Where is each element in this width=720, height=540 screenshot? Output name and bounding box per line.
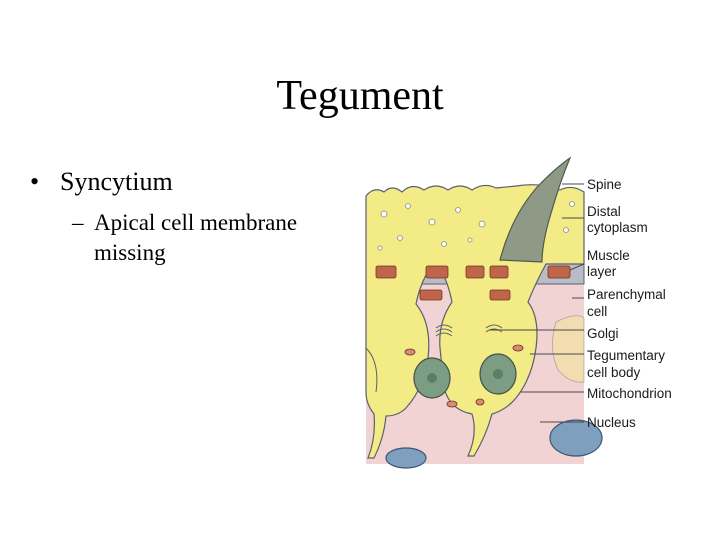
sub-bullet-text: Apical cell membrane missing [94,210,298,265]
diagram-labels [587,177,672,430]
label-distal-cytoplasm: Distal [587,204,621,219]
slide-title: Tegument [276,73,444,119]
bullet-text: Syncytium [60,167,173,196]
tegument-illustration [340,152,696,478]
bullet-marker: • [30,167,40,196]
bullet-list [30,166,350,268]
bullet-item [30,166,350,198]
label-distal-cytoplasm: cytoplasm [587,220,648,235]
tegument-diagram [340,152,696,478]
label-muscle-layer: layer [587,264,617,279]
label-parenchymal-cell: Parenchymal [587,287,666,302]
label-tegumentary-cell-body: Tegumentary [587,348,666,363]
nucleolus [427,373,437,383]
label-nucleus: Nucleus [587,415,636,430]
label-tegumentary-cell-body: cell body [587,365,641,380]
label-golgi: Golgi [587,326,619,341]
parenchymal-nucleus [386,448,426,468]
sub-bullet-marker: – [72,210,84,235]
label-mitochondrion: Mitochondrion [587,386,672,401]
nucleolus [493,369,503,379]
sub-bullet-item [72,208,350,268]
label-muscle-layer: Muscle [587,248,630,263]
label-parenchymal-cell: cell [587,304,608,319]
label-spine: Spine [587,177,622,192]
